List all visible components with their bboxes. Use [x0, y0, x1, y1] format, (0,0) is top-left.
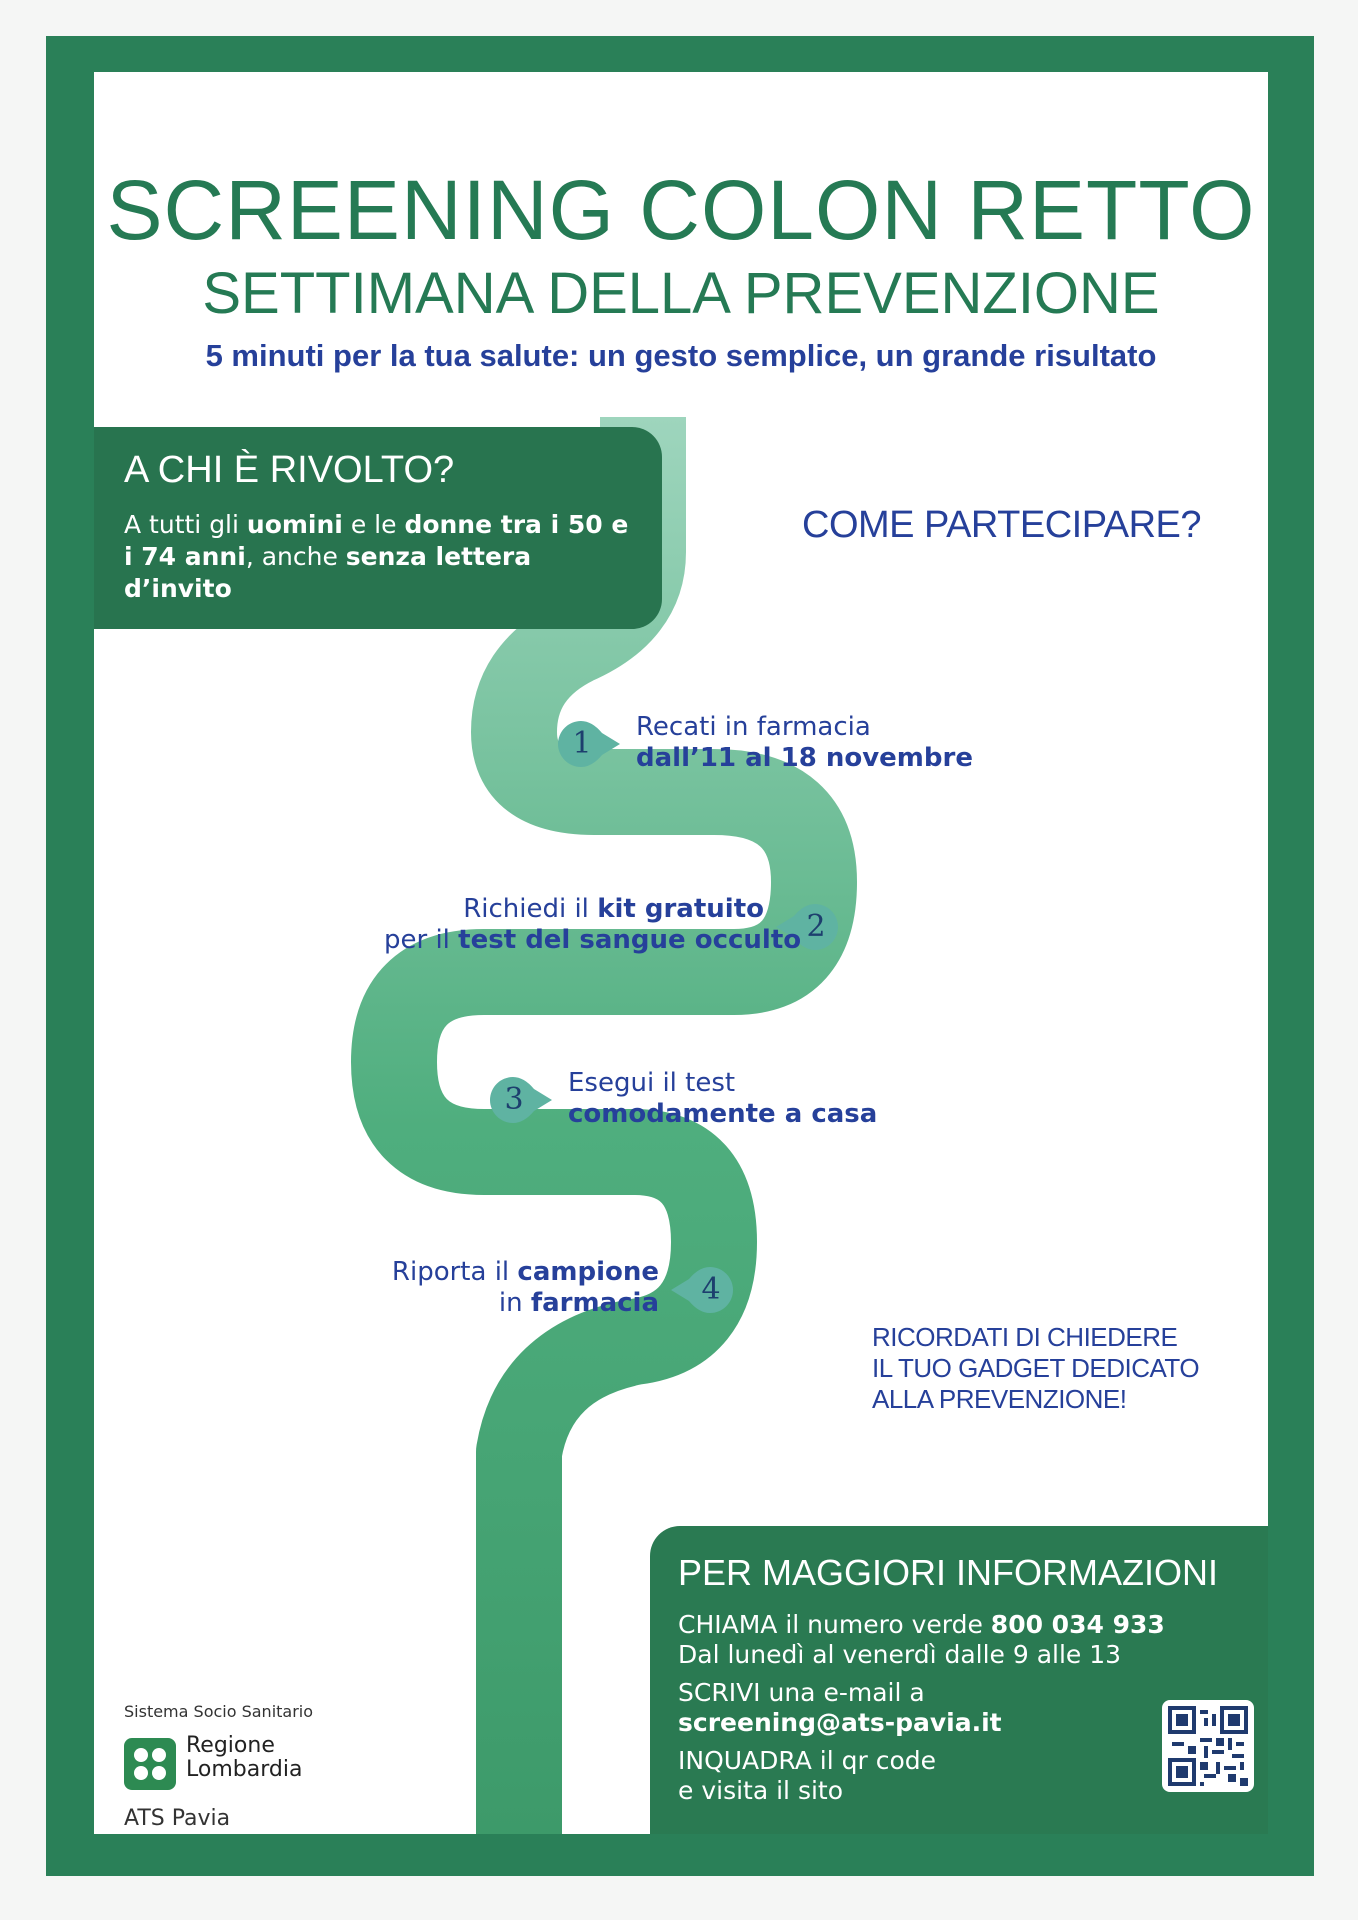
qr-instruction-1: INQUADRA il qr code [678, 1746, 937, 1775]
target-audience-text: A tutti gli uomini e le donne tra i 50 e i 74 anni, anche senza lettera d’invito [124, 510, 629, 603]
poster-frame [46, 36, 1314, 1876]
more-info-box [650, 1526, 1268, 1834]
phone-line: CHIAMA il numero verde 800 034 933 [678, 1610, 1165, 1639]
step-4-number: 4 [701, 1272, 721, 1307]
email-label: SCRIVI una e-mail a [678, 1678, 925, 1707]
logo-ats-name: ATS Pavia [124, 1806, 231, 1831]
logo-system-label: Sistema Socio Sanitario [124, 1702, 314, 1721]
regione-lombardia-logo [94, 1702, 394, 1832]
step-4-bubble [669, 1265, 735, 1315]
how-to-participate-title: COME PARTECIPARE? [802, 504, 1202, 546]
office-hours: Dal lunedì al venerdì dalle 9 alle 13 [678, 1640, 1122, 1669]
step-4-text: Riporta il campione in farmacia [391, 1257, 659, 1318]
qr-code[interactable] [1162, 1700, 1254, 1792]
lombardia-rose-icon [124, 1738, 176, 1790]
step-3-bubble [488, 1075, 554, 1125]
step-1-bubble [556, 719, 622, 769]
step-3-number: 3 [504, 1082, 524, 1117]
gadget-reminder: RICORDATI DI CHIEDERE IL TUO GADGET DEDICATO ALLA PREVENZIONE! [872, 1322, 1200, 1414]
step-2-text: Richiedi il kit gratuito per il test del sangue occulto [384, 894, 802, 955]
page-title: SCREENING COLON RETTO [106, 163, 1256, 257]
more-info-title: PER MAGGIORI INFORMAZIONI [678, 1552, 1219, 1593]
step-3-text: Esegui il test comodamente a casa [568, 1068, 878, 1129]
tagline: 5 minuti per la tua salute: un gesto semplice, un grande risultato [205, 338, 1157, 373]
email-address[interactable]: screening@ats-pavia.it [678, 1708, 1002, 1737]
step-1-text: Recati in farmacia dall’11 al 18 novembre [636, 712, 973, 773]
logo-region-name: Regione Lombardia [186, 1733, 303, 1782]
qr-instruction-2: e visita il sito [678, 1776, 844, 1805]
step-2-number: 2 [806, 909, 826, 944]
toll-free-number[interactable]: 800 034 933 [990, 1610, 1165, 1639]
page-subtitle: SETTIMANA DELLA PREVENZIONE [202, 261, 1160, 326]
target-audience-title: A CHI È RIVOLTO? [124, 449, 455, 491]
target-audience-box [94, 427, 662, 629]
step-1-number: 1 [572, 726, 592, 761]
poster-content [94, 72, 1268, 1834]
